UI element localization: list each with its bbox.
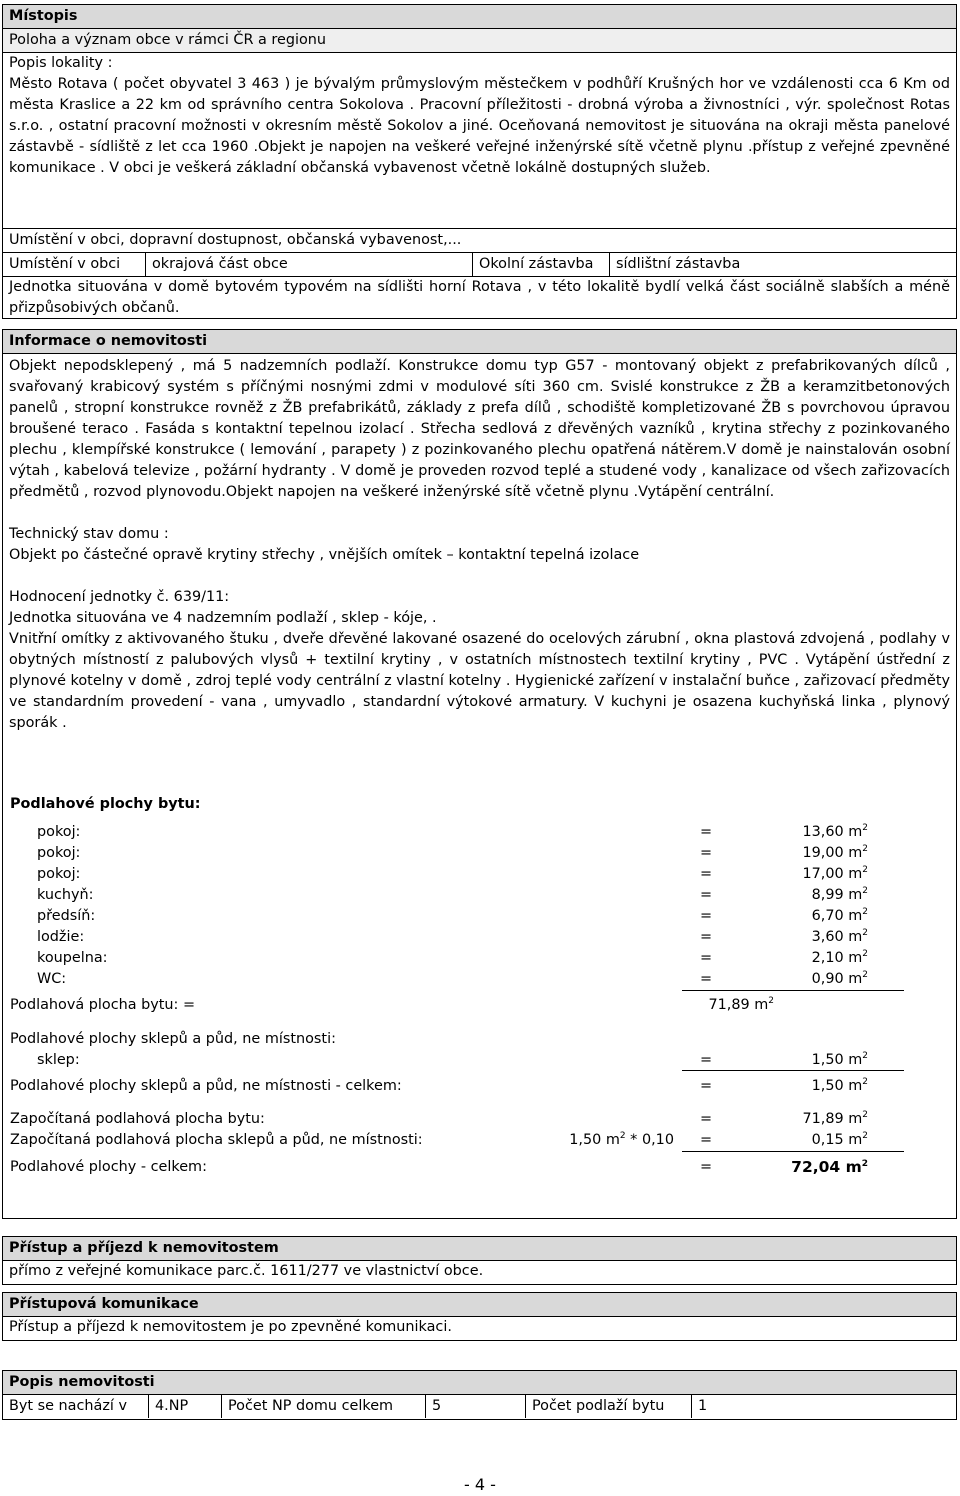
room-value: 6,70 $m^2$ [811, 907, 868, 924]
zap-sklep-label: Započítaná podlahová plocha sklepů a půd, ne místnosti: [10, 1132, 423, 1148]
tech-stav-label: Technický stav domu : [9, 526, 169, 542]
room-name: pokoj: [37, 845, 81, 861]
room-name: pokoj: [37, 824, 81, 840]
pristup-section [2, 1236, 957, 1285]
room-name: kuchyň: [37, 887, 94, 903]
room-name: WC: [37, 971, 67, 987]
byt-plocha-value: 71,89 $m^2$ [708, 996, 774, 1013]
okolni-zastavba-label: Okolní zástavba [473, 253, 610, 276]
okolni-zastavba-value: sídlištní zástavba [616, 256, 741, 272]
hodnoceni-line: Jednotka situována ve 4 nadzemním podlaží , sklep - kóje, . [9, 610, 437, 626]
sklep-eq: = [700, 1052, 713, 1068]
umisteni-cell-label: Umístění v obci [3, 253, 146, 276]
sklep-total-eq: = [700, 1078, 713, 1094]
room-eq: = [700, 971, 713, 987]
zap-sklep-eq: = [700, 1132, 713, 1148]
room-name: pokoj: [37, 866, 81, 882]
mistopis-section [2, 4, 957, 230]
room-value: 17,00 $m^2$ [802, 865, 868, 882]
room-eq: = [700, 887, 713, 903]
room-name: lodžie: [37, 929, 85, 945]
pocet-podlazi-bytu-value: 1 [698, 1398, 708, 1414]
popis-lokality-label: Popis lokality : [9, 55, 113, 71]
mistopis-subtitle: Poloha a význam obce v rámci ČR a regionu [3, 29, 956, 53]
tech-stav-text: Objekt po částečné opravě krytiny střechy , vnějších omítek – kontaktní tepelná izolace [9, 547, 640, 563]
informace-text: Objekt nepodsklepený , má 5 nadzemních podlaží. Konstrukce domu typ G57 - montovaný objekt z prefabrikovaných dílců , svařovaný krabicový systém s příčnými nosnými zdmi v modulové síti 360 cm. Svislé konstrukce z ŽB a keramzitbetonových panelů , stropní konstrukce rovněž z ŽB prefabrikátů, základy z prefa dílů , schodiště kompletizované ŽB s povrchovou úpravou broušené teraco . Fasáda s kontaktní tepelnou izolací . Střecha sedlová z dřevěných vazníků , krytina střechy z pozinkovaného plechu , klempířské konstrukce ( lemování , parapety ) z pozinkovaného plechu opatřená nátěrem.V domě je nainstalován osobní výtah , kabelová televize , požární hydranty . V domě je proveden rozvod teplé a studené vody , kanalizace od všech zařizovacích předmětů , rozvod plynovodu.Objekt napojen na veškeré inženýrské sítě včetně plynu .Vytápění centrální. [9, 358, 950, 500]
room-value: 3,60 $m^2$ [811, 928, 868, 945]
room-eq: = [700, 824, 713, 840]
umisteni-text: Jednotka situována v domě bytovém typovém na sídlišti horní Rotava , v této lokalitě bydlí velká část sociálně slabších a méně přizpůsobivých občanů. [9, 279, 950, 316]
sklep-divider [682, 1070, 904, 1071]
zap-sklep-value: 0,15 $m^2$ [811, 1131, 868, 1148]
pocet-np-value: 5 [426, 1395, 526, 1418]
komunikace-section [2, 1292, 957, 1341]
hodnoceni-text: Vnitřní omítky z aktivovaného štuku , dveře dřevěné lakované osazené do ocelových zárubní , okna plastová zdvojená , podlahy v obytných místností z palubových vlysů + textilní krytiny , v ostatních místnostech textilní krytiny , PVC . Vytápění ústřední z plynové kotelny v domě , zdroj teplé vody centrální z vlastní kotelny . Hygienické zařízení v instalační buňce , zařizovací předměty ve standardním provedení - vana , umyvadlo , standardní výtokové armatury. V kuchyni je osazena kuchyňská linka , plynový sporák . [9, 631, 950, 731]
umisteni-title: Umístění v obci, dopravní dostupnost, občanská vybavenost,... [3, 229, 956, 253]
zap-byt-label: Započítaná podlahová plocha bytu: [10, 1111, 265, 1127]
room-value: 13,60 $m^2$ [802, 823, 868, 840]
zap-sklep-calc: 1,50 $m^2 * 0,10$ [569, 1131, 674, 1148]
byt-plocha-label: Podlahová plocha bytu: = [10, 997, 196, 1013]
umisteni-section [2, 228, 957, 319]
umisteni-cell-value: okrajová část obce [146, 253, 473, 276]
popis-nemovitosti-section [2, 1370, 957, 1420]
room-name: předsíň: [37, 908, 96, 924]
room-value: 0,90 $m^2$ [811, 970, 868, 987]
room-eq: = [700, 950, 713, 966]
room-eq: = [700, 845, 713, 861]
komunikace-title: Přístupová komunikace [3, 1293, 956, 1317]
mistopis-title: Místopis [3, 5, 956, 29]
popis-nemovitosti-row [3, 1395, 956, 1418]
room-name: koupelna: [37, 950, 108, 966]
room-eq: = [700, 908, 713, 924]
celkem-eq: = [700, 1159, 713, 1175]
pristup-title: Přístup a příjezd k nemovitostem [3, 1237, 956, 1261]
page-number: - 4 - [464, 1475, 496, 1494]
pocet-podlazi-bytu-label: Počet podlaží bytu [526, 1395, 692, 1418]
room-value: 19,00 $m^2$ [802, 844, 868, 861]
popis-nemovitosti-title: Popis nemovitosti [3, 1371, 956, 1395]
byt-podlazi-value: 4.NP [149, 1395, 222, 1418]
komunikace-text: Přístup a příjezd k nemovitostem je po zpevněné komunikaci. [9, 1319, 452, 1335]
informace-title: Informace o nemovitosti [3, 330, 956, 354]
celkem-value: 72,04 $m^2$ [791, 1158, 868, 1176]
sklep-label: Podlahové plochy sklepů a půd, ne místnosti: [10, 1031, 336, 1047]
sklep-total-label: Podlahové plochy sklepů a půd, ne místnosti - celkem: [10, 1078, 402, 1094]
zap-divider [682, 1151, 904, 1152]
room-value: 2,10 $m^2$ [811, 949, 868, 966]
pocet-np-label: Počet NP domu celkem [222, 1395, 426, 1418]
umisteni-row [3, 253, 956, 277]
zap-byt-eq: = [700, 1111, 713, 1127]
plochy-title: Podlahové plochy bytu: [10, 796, 201, 812]
room-eq: = [700, 866, 713, 882]
pristup-text: přímo z veřejné komunikace parc.č. 1611/277 ve vlastnictví obce. [9, 1263, 484, 1279]
sklep-value: 1,50 $m^2$ [811, 1051, 868, 1068]
sklep-name: sklep: [37, 1052, 80, 1068]
sum-divider [682, 990, 904, 991]
sklep-total-value: 1,50 $m^2$ [811, 1077, 868, 1094]
byt-se-nachazi-label: Byt se nachází v [3, 1395, 149, 1418]
hodnoceni-label: Hodnocení jednotky č. 639/11: [9, 589, 230, 605]
celkem-label: Podlahové plochy - celkem: [10, 1159, 207, 1175]
popis-lokality-text: Město Rotava ( počet obyvatel 3 463 ) je bývalým průmyslovým městečkem v podhůří Krušných hor ve vzdálenosti cca 6 Km od města Kraslice a 22 km od správního centra Sokolova . Pracovní příležitosti - drobná výroba a živnostníci , výr. společnost Rotas s.r.o. , ostatní pracovní možnosti v okresním městě Sokolov a jiné. Oceňovaná nemovitost je situována na okraji města panelové zástavbě - sídliště z let cca 1960 .Objekt je napojen na veškeré veřejné inženýrské sítě včetně plynu .přístup z veřejné zpevněné komunikace . V obci je veškerá základní občanská vybavenost včetně lokálně dostupných služeb. [9, 76, 950, 176]
zap-byt-value: 71,89 $m^2$ [802, 1110, 868, 1127]
room-eq: = [700, 929, 713, 945]
room-value: 8,99 $m^2$ [811, 886, 868, 903]
